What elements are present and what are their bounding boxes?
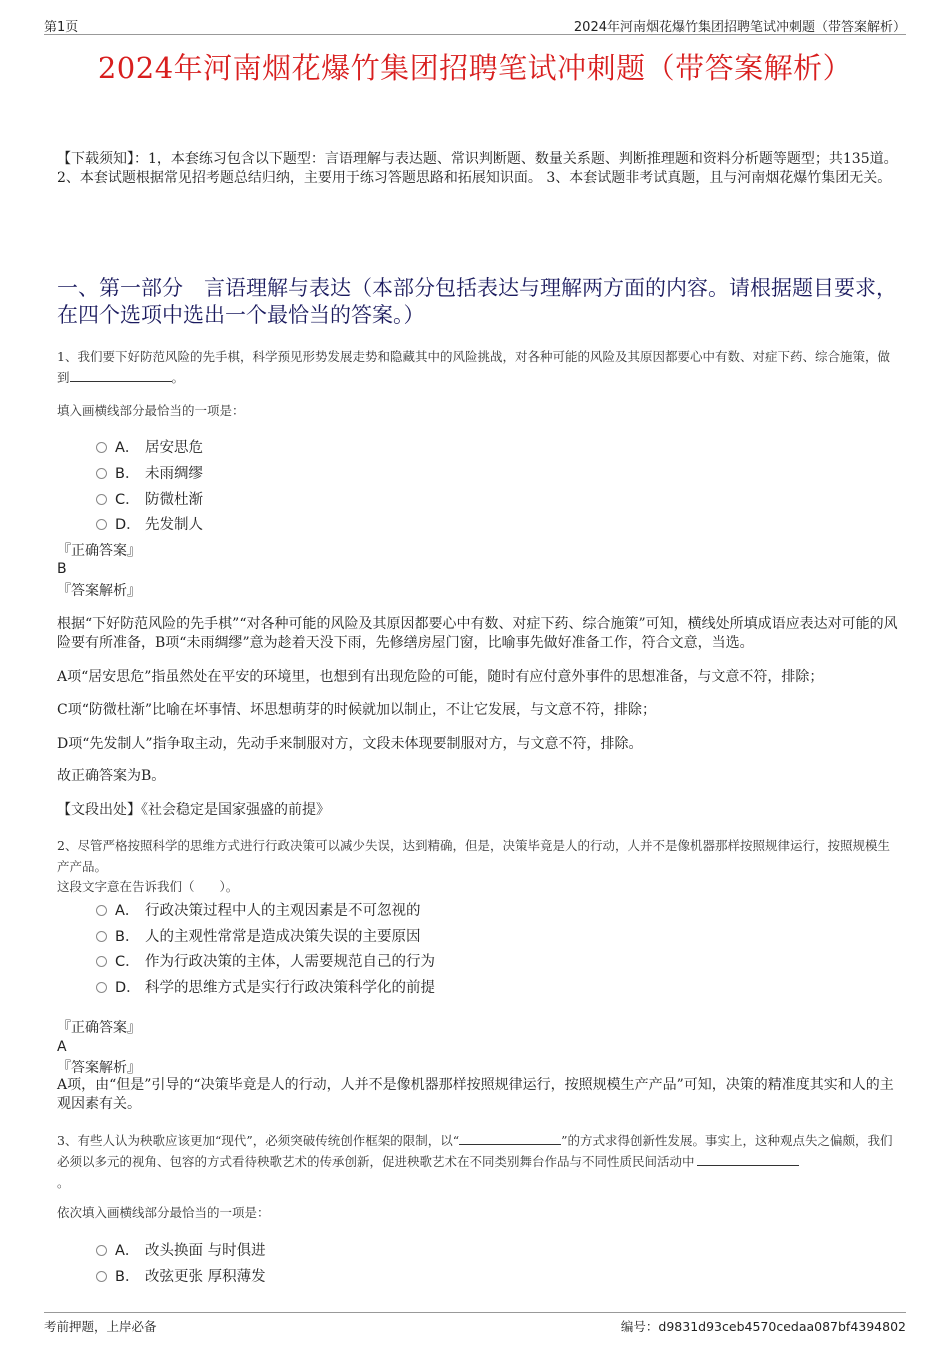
header-doc-title: 2024年河南烟花爆竹集团招聘笔试冲刺题（带答案解析）: [573, 20, 906, 35]
question-2-text: 2、尽管严格按照科学的思维方式进行行政决策可以减少失误，达到精确，但是，决策毕竟是人的行动，人并不是像机器那样按照规律运行，按照规模生产产品。: [57, 838, 890, 874]
page-footer: [44, 1312, 906, 1337]
q1-option-a[interactable]: A． 居安思危: [96, 436, 203, 458]
q1-option-d[interactable]: D． 先发制人: [96, 513, 203, 535]
q3-option-a[interactable]: A． 改头换面 与时俱进: [96, 1239, 266, 1261]
q1-correct-answer: B: [57, 561, 67, 577]
radio-icon[interactable]: [96, 1245, 107, 1256]
radio-icon[interactable]: [96, 905, 107, 916]
fill-blank: [70, 369, 172, 382]
q2-analysis-paragraph: A项，由“但是”引导的“决策毕竟是人的行动，人并不是像机器那样按照规律运行，按照规模生产产品”可知，决策的精准度其实和人的主观因素有关。: [57, 1077, 894, 1112]
q2-option-b[interactable]: B． 人的主观性常常是造成决策失误的主要原因: [96, 925, 421, 947]
q2-option-a[interactable]: A． 行政决策过程中人的主观因素是不可忽视的: [96, 899, 421, 921]
radio-icon[interactable]: [96, 956, 107, 967]
radio-icon[interactable]: [96, 519, 107, 530]
q2-analysis-label: 『答案解析』: [57, 1060, 141, 1076]
q1-analysis-paragraph: 故正确答案为B。: [57, 768, 166, 784]
fill-blank: [697, 1153, 799, 1166]
q2-option-c[interactable]: C． 作为行政决策的主体，人需要规范自己的行为: [96, 950, 435, 972]
download-notice: 【下载须知】：1，本套练习包含以下题型：言语理解与表达题、常识判断题、数量关系题、判断推理题和资料分析题等题型；共135道。 2、本套试题根据常见招考题总结归纳，主要用于练习答题思路和拓展知识面。 3、本套试题非考试真题，且与河南烟花爆竹集团无关。: [57, 151, 898, 186]
fill-blank: [459, 1132, 561, 1145]
q2-correct-answer: A: [57, 1039, 67, 1055]
q1-option-b[interactable]: B． 未雨绸缪: [96, 462, 203, 484]
radio-icon[interactable]: [96, 931, 107, 942]
question-3-text: 3、有些人认为秧歌应该更加“现代”，必须突破传统创作框架的限制，以“ ”的方式求得创新性发展。事实上，这种观点失之偏颇，我们必须以多元的视角、包容的方式看待秧歌艺术的传承创新，促进秧歌艺术在不同类别舞台作品与不同性质民间活动中 。: [57, 1133, 893, 1190]
footer-code: 编号：d9831d93ceb4570cedaa087bf4394802: [620, 1319, 906, 1334]
question-2-prompt: 这段文字意在告诉我们（ ）。: [57, 879, 239, 894]
q1-analysis-paragraph: D项“先发制人”指争取主动，先动手来制服对方，文段未体现要制服对方，与文意不符，排除。: [57, 736, 643, 752]
q1-analysis-label: 『答案解析』: [57, 583, 141, 599]
radio-icon[interactable]: [96, 982, 107, 993]
q2-option-d[interactable]: D． 科学的思维方式是实行行政决策科学化的前提: [96, 976, 435, 998]
q3-option-b[interactable]: B． 改弦更张 厚积薄发: [96, 1265, 266, 1287]
q1-analysis-paragraph: 根据“下好防范风险的先手棋”“对各种可能的风险及其原因都要心中有数、对症下药、综合施策”可知，横线处所填成语应表达对可能的风险要有所准备，B项“未雨绸缪”意为趁着天没下雨，先修缮房屋门窗，比喻事先做好准备工作，符合文意，当选。: [57, 616, 898, 651]
radio-icon[interactable]: [96, 1271, 107, 1282]
q1-source: 【文段出处】《社会稳定是国家强盛的前提》: [57, 802, 330, 818]
question-3-prompt: 依次填入画横线部分最恰当的一项是：: [57, 1205, 270, 1220]
section-heading: 一、第一部分 言语理解与表达（本部分包括表达与理解两方面的内容。请根据题目要求，在四个选项中选出一个最恰当的答案。）: [57, 276, 897, 327]
page-header: [44, 14, 906, 35]
radio-icon[interactable]: [96, 494, 107, 505]
question-1-prompt: 填入画横线部分最恰当的一项是：: [57, 403, 245, 418]
q1-analysis-paragraph: C项“防微杜渐”比喻在坏事情、坏思想萌芽的时候就加以制止，不让它发展，与文意不符，排除；: [57, 702, 657, 718]
footer-slogan: 考前押题，上岸必备: [44, 1319, 157, 1334]
q1-correct-label: 『正确答案』: [57, 543, 141, 559]
page-title: 2024年河南烟花爆竹集团招聘笔试冲刺题（带答案解析）: [97, 51, 853, 85]
q1-option-c[interactable]: C． 防微杜渐: [96, 488, 203, 510]
radio-icon[interactable]: [96, 468, 107, 479]
question-1-text: 1、我们要下好防范风险的先手棋，科学预见形势发展走势和隐藏其中的风险挑战，对各种可能的风险及其原因都要心中有数、对症下药、综合施策，做到 。: [57, 349, 890, 385]
radio-icon[interactable]: [96, 442, 107, 453]
page-number: 第1页: [44, 20, 79, 35]
q1-analysis-paragraph: A项“居安思危”指虽然处在平安的环境里，也想到有出现危险的可能，随时有应付意外事件的思想准备，与文意不符，排除；: [57, 669, 824, 685]
q2-correct-label: 『正确答案』: [57, 1020, 141, 1036]
